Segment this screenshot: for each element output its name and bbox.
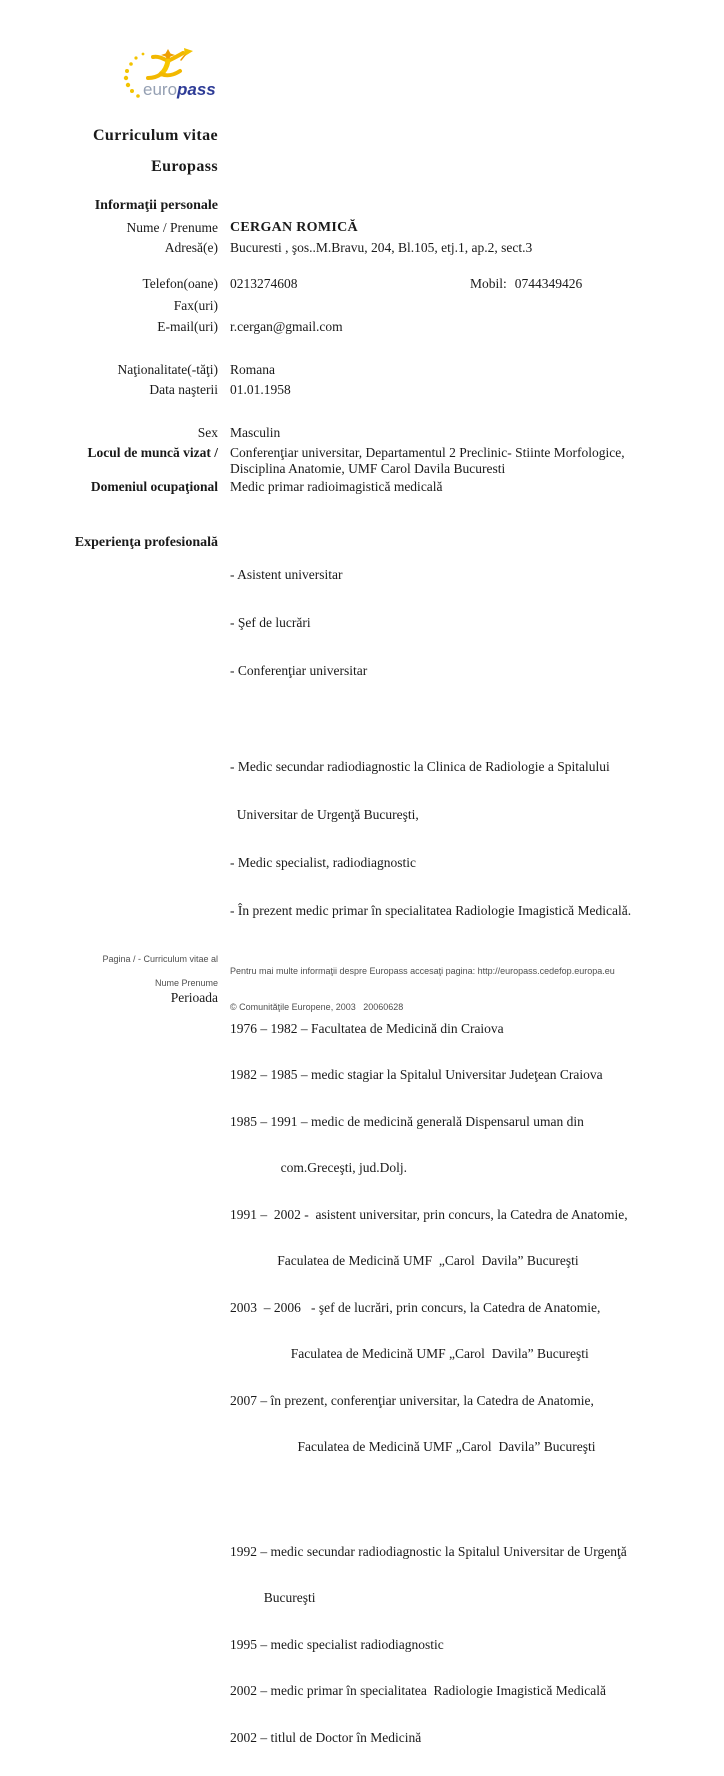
nationality-value: Romana [230,362,670,378]
nationality-row [0,362,724,378]
experience-role-line: - Asistent universitar [230,567,670,583]
mobile-label: Mobil: [470,276,507,292]
fax-row [0,298,724,314]
period-line: 1991 – 2002 - asistent universitar, prin concurs, la Catedra de Anatomie, [230,1207,670,1223]
period-line: 1976 – 1982 – Facultatea de Medicină din Craiova [230,1021,670,1037]
address-label: Adresă(e) [0,240,218,256]
experience-section-row [0,535,724,951]
sex-label: Sex [0,425,218,441]
period-line: 1982 – 1985 – medic stagiar la Spitalul Universitar Judeţean Craiova [230,1067,670,1083]
experience-detail-line: - Medic specialist, radiodiagnostic [230,855,670,871]
job-target-label: Locul de muncă vizat / [0,445,218,461]
page-footer [0,941,724,1037]
europass-logo [122,48,218,102]
nationality-label: Naţionalitate(-tăţi) [0,362,218,378]
title-row [0,112,724,190]
period-line: 1985 – 1991 – medic de medicină generală Dispensarul uman din [230,1114,670,1130]
career-milestones-row [0,1513,724,1776]
footer-copyright: © Comunităţile Europene, 2003 20060628 [230,1001,670,1013]
experience-detail-line: - Medic secundar radiodiagnostic la Clinica de Radiologie a Spitalului [230,759,670,775]
phone-value: 0213274608 [230,276,470,292]
birth-date-row [0,382,724,398]
fax-value [230,298,670,314]
address-row [0,240,724,256]
job-domain-value: Medic primar radioimagistică medicală [230,479,670,495]
period-section-row [0,990,724,1486]
email-label: E-mail(uri) [0,319,218,335]
birth-date-value: 01.01.1958 [230,382,670,398]
phone-label: Telefon(oane) [0,276,218,292]
period-line: Faculatea de Medicină UMF „Carol Davila” Bucureşti [230,1439,670,1455]
period-content [230,990,670,1486]
career-line: Bucureşti [230,1590,670,1606]
personal-info-section-row [0,198,724,214]
footer-europass-url: Pentru mai multe informaţii despre Europass accesaţi pagina: http://europass.cedefop.europa.eu [230,965,670,977]
sex-row [0,425,724,441]
title-line-1: Curriculum vitae [0,128,218,144]
jumping-figure-icon [148,48,193,78]
mobile-value: 0744349426 [515,276,583,292]
job-target-row [0,445,724,477]
career-content [230,1513,670,1776]
logo-pass-text: pass [176,80,216,99]
job-target-value: Conferenţiar universitar, Departamentul 2 Preclinic- Stiinte Morfologice, Disciplina Anatomie, UMF Carol Davila Bucuresti [230,445,670,477]
experience-role-line: - Şef de lucrări [230,615,670,631]
period-line: Faculatea de Medicină UMF „Carol Davila” Bucureşti [230,1346,670,1362]
section-label-experience: Experienţa profesională [0,535,218,551]
career-line: 1992 – medic secundar radiodiagnostic la Spitalul Universitar de Urgenţă [230,1544,670,1560]
period-line: com.Greceşti, jud.Dolj. [230,1160,670,1176]
section-label-personal-info: Informaţii personale [0,198,218,214]
career-line: 1995 – medic specialist radiodiagnostic [230,1637,670,1653]
title-line-2: Europass [0,159,218,175]
europass-logo-icon [122,48,218,102]
address-value: Bucuresti , şos..M.Bravu, 204, Bl.105, etj.1, ap.2, sect.3 [230,240,670,256]
job-domain-row [0,479,724,495]
name-label: Nume / Prenume [0,220,218,236]
name-value: CERGAN ROMICĂ [230,220,670,236]
birth-date-label: Data naşterii [0,382,218,398]
page-title [0,112,218,190]
footer-name-placeholder: Nume Prenume [0,977,218,989]
period-line: 2003 – 2006 - şef de lucrări, prin concurs, la Catedra de Anatomie, [230,1300,670,1316]
fax-label: Fax(uri) [0,298,218,314]
name-row [0,220,724,236]
experience-content [230,535,670,951]
logo-euro-text: euro [143,80,177,99]
phone-row [0,276,724,292]
career-line: 2002 – titlul de Doctor în Medicină [230,1730,670,1746]
email-value: r.cergan@gmail.com [230,319,670,335]
period-line: 2007 – în prezent, conferenţiar universitar, la Catedra de Anatomie, [230,1393,670,1409]
experience-detail-line: - În prezent medic primar în specialitatea Radiologie Imagistică Medicală. [230,903,670,919]
stars-arc-icon [124,53,145,98]
job-domain-label: Domeniul ocupaţional [0,479,218,495]
period-line: Faculatea de Medicină UMF „Carol Davila” Bucureşti [230,1253,670,1269]
footer-left [0,941,218,1037]
email-row [0,319,724,335]
sex-value: Masculin [230,425,670,441]
period-label: Perioada [0,990,218,1006]
blank-line [230,711,670,727]
career-line: 2002 – medic primar în specialitatea Radiologie Imagistică Medicală [230,1683,670,1699]
footer-right [230,941,670,1037]
experience-role-line: - Conferenţiar universitar [230,663,670,679]
experience-detail-line: Universitar de Urgenţă Bucureşti, [230,807,670,823]
footer-page-info: Pagina / - Curriculum vitae al [0,953,218,965]
